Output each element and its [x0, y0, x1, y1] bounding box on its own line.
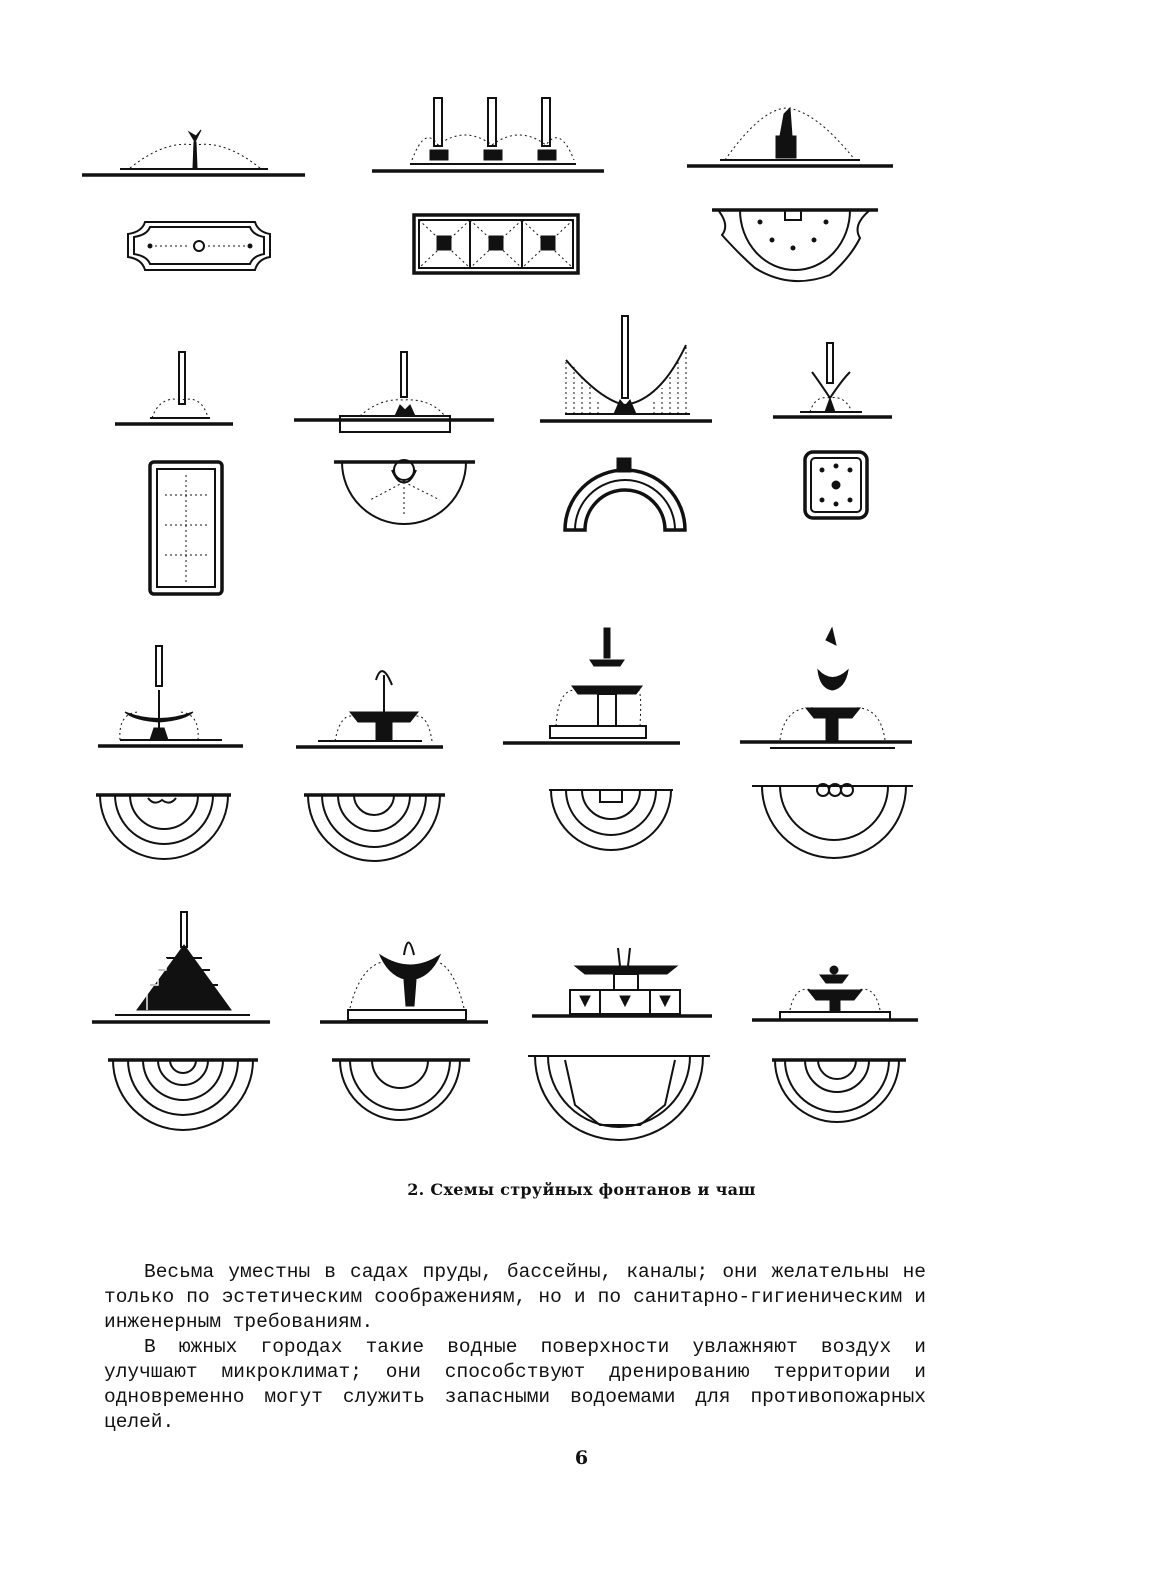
fountain-2-3-plan [565, 458, 685, 530]
fountain-2-2-elevation [294, 352, 494, 432]
fountain-3-1-elevation [98, 646, 243, 746]
fountain-1-1-plan [128, 222, 270, 270]
fountain-4-1-elevation [92, 912, 270, 1022]
fountain-2-3-elevation [540, 316, 712, 421]
fountain-4-1-plan [108, 1060, 258, 1130]
fountain-2-4-plan [805, 452, 867, 518]
fountain-2-2-plan [334, 460, 475, 524]
paragraph-2: В южных городах такие водные поверхности увлажняют воздух и улучшают микроклимат; они способствуют дренированию территории и одновременно могут служить запасными водоемами для противопожарных целей. [104, 1336, 926, 1433]
page-number: 6 [574, 1447, 589, 1469]
fountain-3-1-plan [96, 795, 231, 859]
figure-caption: 2. Схемы струйных фонтанов и чаш [407, 1180, 756, 1199]
body-text [104, 1260, 926, 1435]
fountain-1-3-elevation [687, 108, 893, 166]
fountain-1-2-elevation [372, 98, 604, 171]
fountain-4-2-elevation [320, 943, 488, 1023]
fountain-2-4-elevation [773, 343, 892, 417]
fountain-3-2-elevation [296, 671, 443, 747]
fountain-3-4-plan [752, 784, 913, 858]
fountain-4-4-elevation [752, 966, 918, 1020]
fountain-2-1-elevation [115, 352, 233, 424]
fountain-3-3-plan [549, 790, 673, 850]
fountain-3-4-elevation [740, 628, 912, 748]
fountain-4-2-plan [332, 1060, 470, 1120]
fountain-4-4-plan [772, 1060, 906, 1122]
fountain-1-2-plan [414, 215, 578, 273]
fountain-4-3-plan [528, 1056, 710, 1140]
fountain-3-3-elevation [503, 628, 680, 743]
paragraph-1: Весьма уместны в садах пруды, бассейны, каналы; они желательны не только по эстетическим соображениям, но и по санитарно-гигиеническим и инженерным требованиям. [104, 1261, 926, 1333]
fountain-2-1-plan [150, 462, 222, 594]
fountain-1-3-plan [712, 210, 878, 281]
fountain-4-3-elevation [532, 948, 712, 1016]
fountain-3-2-plan [304, 795, 445, 861]
fountain-1-1-elevation [82, 130, 305, 175]
